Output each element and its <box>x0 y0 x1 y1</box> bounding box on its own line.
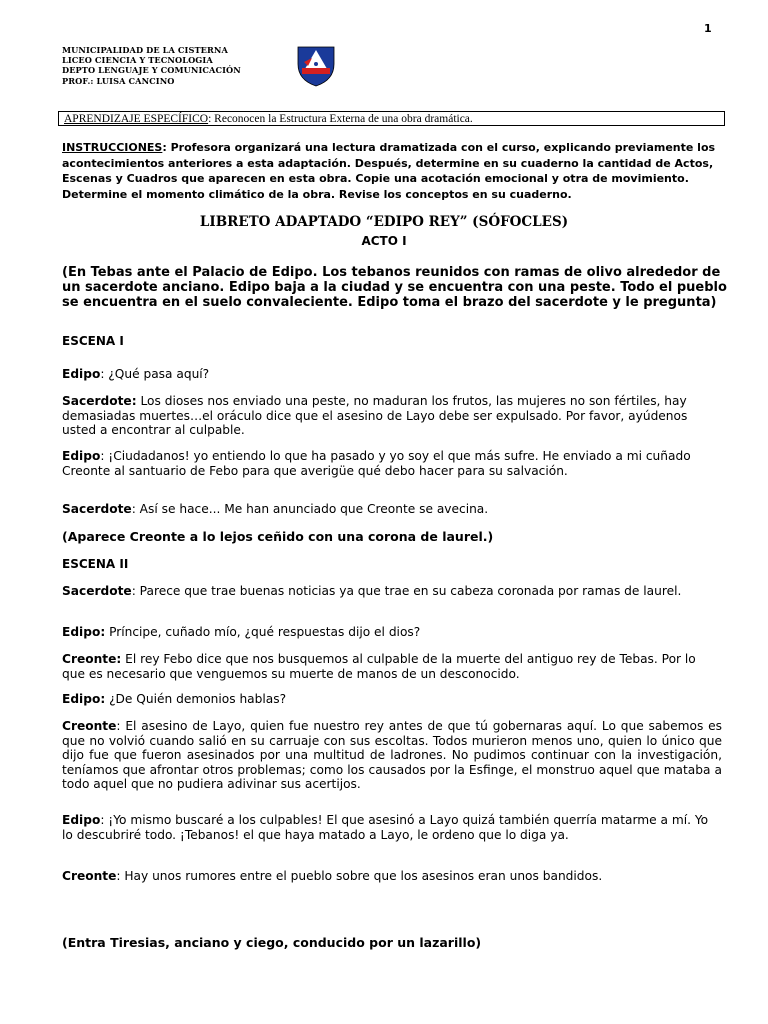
header-line-2: LICEO CIENCIA Y TECNOLOGIA <box>62 55 213 66</box>
speaker-name: Creonte: <box>62 652 122 666</box>
header-line-4: PROF.: LUISA CANCINO <box>62 75 175 86</box>
school-crest-logo <box>294 44 338 88</box>
dialogue-text: : ¡Yo mismo buscaré a los culpables! El que asesinó a Layo quizá también querría matarme a mí. Yo lo descubriré todo. ¡Tebanos! el que haya matado a Layo, le ordeno que lo diga ya. <box>62 813 709 842</box>
speaker-name: Edipo: <box>62 625 106 639</box>
school-header <box>62 45 241 86</box>
instructions <box>62 140 722 202</box>
speaker-name: Creonte <box>62 719 117 733</box>
dialogue-text: Príncipe, cuñado mío, ¿qué respuestas dijo el dios? <box>105 625 421 639</box>
speaker-name: Edipo: <box>62 692 106 706</box>
document-title: LIBRETO ADAPTADO “EDIPO REY” (SÓFOCLES) <box>199 214 569 230</box>
scene-2-heading: ESCENA II <box>62 557 129 571</box>
header-line-3: DEPTO LENGUAJE Y COMUNICACIÓN <box>62 65 241 76</box>
dialogue-text: ¿De Quién demonios hablas? <box>105 692 287 706</box>
dialogue-line <box>62 449 722 478</box>
speaker-name: Edipo <box>62 449 101 463</box>
dialogue-line <box>62 394 722 438</box>
instructions-text: : Profesora organizará una lectura dramatizada con el curso, explicando previamente los acontecimientos anteriores a esta adaptación. Después, determine en su cuaderno la cantidad de Actos, Escenas y Cuadros que aparecen en esta obra. Copie una acotación emocional y otra de movimiento. Determine el momento climático de la obra. Revise los conceptos en su cuaderno. <box>62 141 716 201</box>
instructions-label: INSTRUCCIONES <box>62 141 163 154</box>
speaker-name: Creonte <box>62 869 117 883</box>
dialogue-line <box>62 813 722 842</box>
learning-objective-box <box>58 111 725 126</box>
dialogue-line <box>62 625 722 640</box>
dialogue-line <box>62 869 722 884</box>
dialogue-text: : Hay unos rumores entre el pueblo sobre que los asesinos eran unos bandidos. <box>116 869 603 883</box>
dialogue-line <box>62 584 722 599</box>
dialogue-line <box>62 719 722 792</box>
dialogue-text: : Así se hace... Me han anunciado que Creonte se avecina. <box>131 502 489 516</box>
learning-objective-label: APRENDIZAJE ESPECÍFICO <box>64 113 209 125</box>
dialogue-line <box>62 652 722 681</box>
dialogue-line <box>62 367 722 382</box>
header-line-1: MUNICIPALIDAD DE LA CISTERNA <box>62 45 228 55</box>
dialogue-text: : ¡Ciudadanos! yo entiendo lo que ha pasado y yo soy el que más sufre. He enviado a mi cuñado Creonte al santuario de Febo para que averigüe qué debo hacer para su salvación. <box>62 449 691 478</box>
dialogue-text: : ¿Qué pasa aquí? <box>100 367 210 381</box>
tiresias-stage-direction: (Entra Tiresias, anciano y ciego, conducido por un lazarillo) <box>62 935 482 950</box>
learning-objective-text: : Reconocen la Estructura Externa de una obra dramática. <box>208 113 473 125</box>
speaker-name: Edipo <box>62 367 101 381</box>
speaker-name: Sacerdote: <box>62 394 137 408</box>
speaker-name: Sacerdote <box>62 584 132 598</box>
act-heading: ACTO I <box>361 234 407 248</box>
dialogue-text: Los dioses nos enviado una peste, no maduran los frutos, las mujeres no son fértiles, hay demasiadas muertes…el oráculo dice que el asesino de Layo debe ser expulsado. Por favor, ayúdenos usted a encontrar al culpable. <box>62 394 688 438</box>
speaker-name: Sacerdote <box>62 502 132 516</box>
dialogue-text: El rey Febo dice que nos busquemos al culpable de la muerte del antiguo rey de Tebas. Por lo que es necesario que venguemos su muerte de manos de un desconocido. <box>62 652 696 681</box>
dialogue-line <box>62 692 722 707</box>
creonte-stage-direction: (Aparece Creonte a lo lejos ceñido con una corona de laurel.) <box>62 529 494 544</box>
speaker-name: Edipo <box>62 813 101 827</box>
opening-stage-direction: (En Tebas ante el Palacio de Edipo. Los tebanos reunidos con ramas de olivo alrededor de un sacerdote anciano. Edipo baja a la ciudad y se encuentra con una peste. Todo el pueblo se encuentra en el suelo convaleciente. Edipo toma el brazo del sacerdote y le pregunta) <box>62 265 727 310</box>
dialogue-text: : El asesino de Layo, quien fue nuestro rey antes de que tú gobernaras aquí. Lo que sabemos es que no volvió cuando salió en su carruaje con sus escoltas. Todos murieron menos uno, quien lo único que dijo fue que fueron asesinados por una multitud de ladrones. No pudimos continuar con la investigación, teníamos que afrontar otros problemas; como los causados por la Esfinge, el monstruo aquel que mataba a todo aquel que no pudiera adivinar sus acertijos. <box>62 719 722 792</box>
dialogue-line <box>62 502 722 517</box>
page-number: 1 <box>704 22 712 35</box>
dialogue-text: : Parece que trae buenas noticias ya que trae en su cabeza coronada por ramas de laurel. <box>131 584 682 598</box>
scene-1-heading: ESCENA I <box>62 334 124 348</box>
